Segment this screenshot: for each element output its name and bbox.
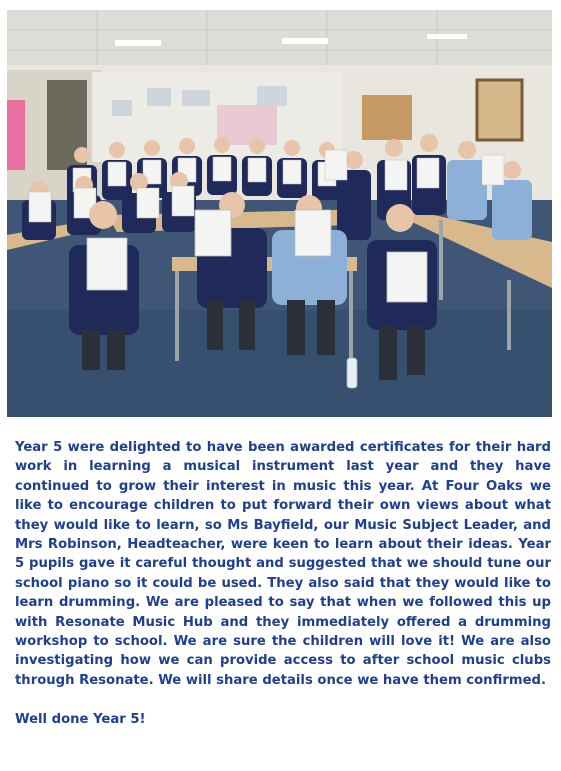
article-body: Year 5 were delighted to have been awarded certificates for their hard work in learning a musical instrument last year and they have continued to grow their interest in music this year. At Four Oaks we like to encourage children to put forward their own views about what they would like to learn, so Ms Bayfield, our Music Subject Leader, and Mrs Robinson, Headteacher, were keen to learn about their ideas. Year 5 pupils gave it careful thought and suggested that we should tune our school piano so it could be used. They also said that they would like to learn drumming. We are pleased to say that when we followed this up with Resonate Music Hub and they immediately offered a drumming workshop to school. We are sure the children will love it! We are also investigating how we can provide access to after school music clubs through Resonate. We will share details once we have them confirmed. <box>15 440 551 688</box>
article-text <box>15 438 551 729</box>
class-photo <box>7 10 552 417</box>
closing-line: Well done Year 5! <box>15 711 146 727</box>
